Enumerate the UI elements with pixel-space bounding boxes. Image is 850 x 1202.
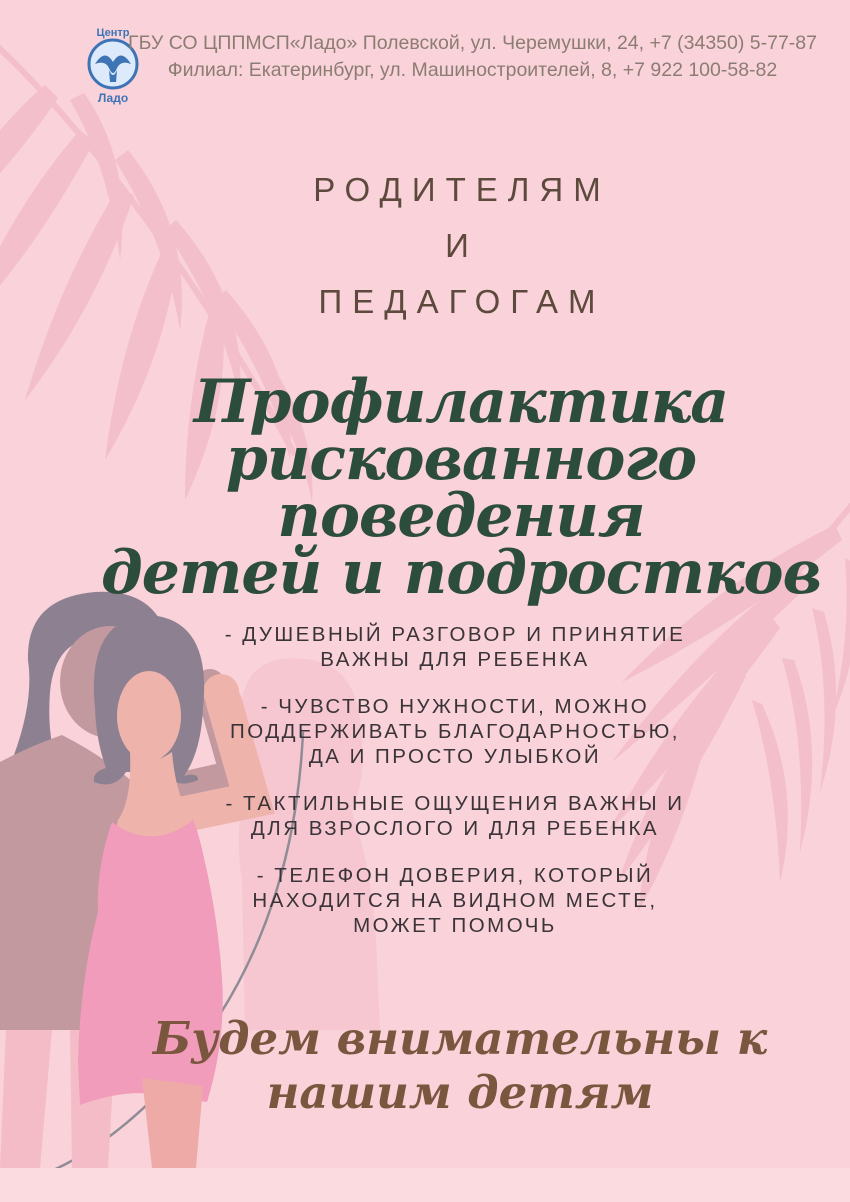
header-contacts (95, 30, 850, 84)
tips-list (60, 622, 850, 960)
title-line-2: рискованного поведения (225, 424, 697, 551)
tip-item (60, 694, 850, 769)
logo-top-text: Центр (96, 27, 130, 39)
audience-line-1: РОДИТЕЛЯМ (313, 171, 611, 208)
tip-line: НАХОДИТСЯ НА ВИДНОМ МЕСТЕ, (252, 889, 658, 912)
tip-item (60, 863, 850, 938)
audience-line-3: ПЕДАГОГАМ (318, 283, 606, 320)
tip-line: ДА И ПРОСТО УЛЫБКОЙ (308, 745, 602, 768)
tip-line: - ТЕЛЕФОН ДОВЕРИЯ, КОТОРЫЙ (256, 864, 654, 887)
tip-item (60, 791, 850, 841)
slogan: Будем внимательны к нашим детям (152, 1012, 768, 1119)
tip-line: ВАЖНЫ ДЛЯ РЕБЕНКА (320, 648, 590, 671)
title-line-1: Профилактика (193, 367, 729, 437)
tip-line: - ТАКТИЛЬНЫЕ ОЩУЩЕНИЯ ВАЖНЫ И (225, 792, 685, 815)
bottom-strip (0, 1168, 850, 1202)
tip-line: - ДУШЕВНЫЙ РАЗГОВОР И ПРИНЯТИЕ (224, 623, 686, 646)
audience-heading (74, 162, 850, 330)
back-woman-leg-left (0, 1030, 52, 1168)
audience-line-2: И (445, 227, 479, 264)
title-line-3: детей и подростков (101, 538, 821, 608)
tip-line: - ЧУВСТВО НУЖНОСТИ, МОЖНО (260, 695, 650, 718)
tip-item (60, 622, 850, 672)
header-org-line: ГБУ СО ЦППМСП«Ладо» Полевской, ул. Черемушки, 24, +7 (34350) 5-77-87 (128, 32, 817, 54)
tip-line: ДЛЯ ВЗРОСЛОГО И ДЛЯ РЕБЕНКА (250, 817, 660, 840)
logo-bottom-text: Ладо (97, 91, 129, 105)
header-branch-line: Филиал: Екатеринбург, ул. Машиностроителей, 8, +7 922 100-58-82 (167, 59, 778, 81)
tip-line: МОЖЕТ ПОМОЧЬ (353, 914, 557, 937)
tip-line: ПОДДЕРЖИВАТЬ БЛАГОДАРНОСТЬЮ, (229, 720, 681, 743)
main-title (72, 367, 850, 608)
